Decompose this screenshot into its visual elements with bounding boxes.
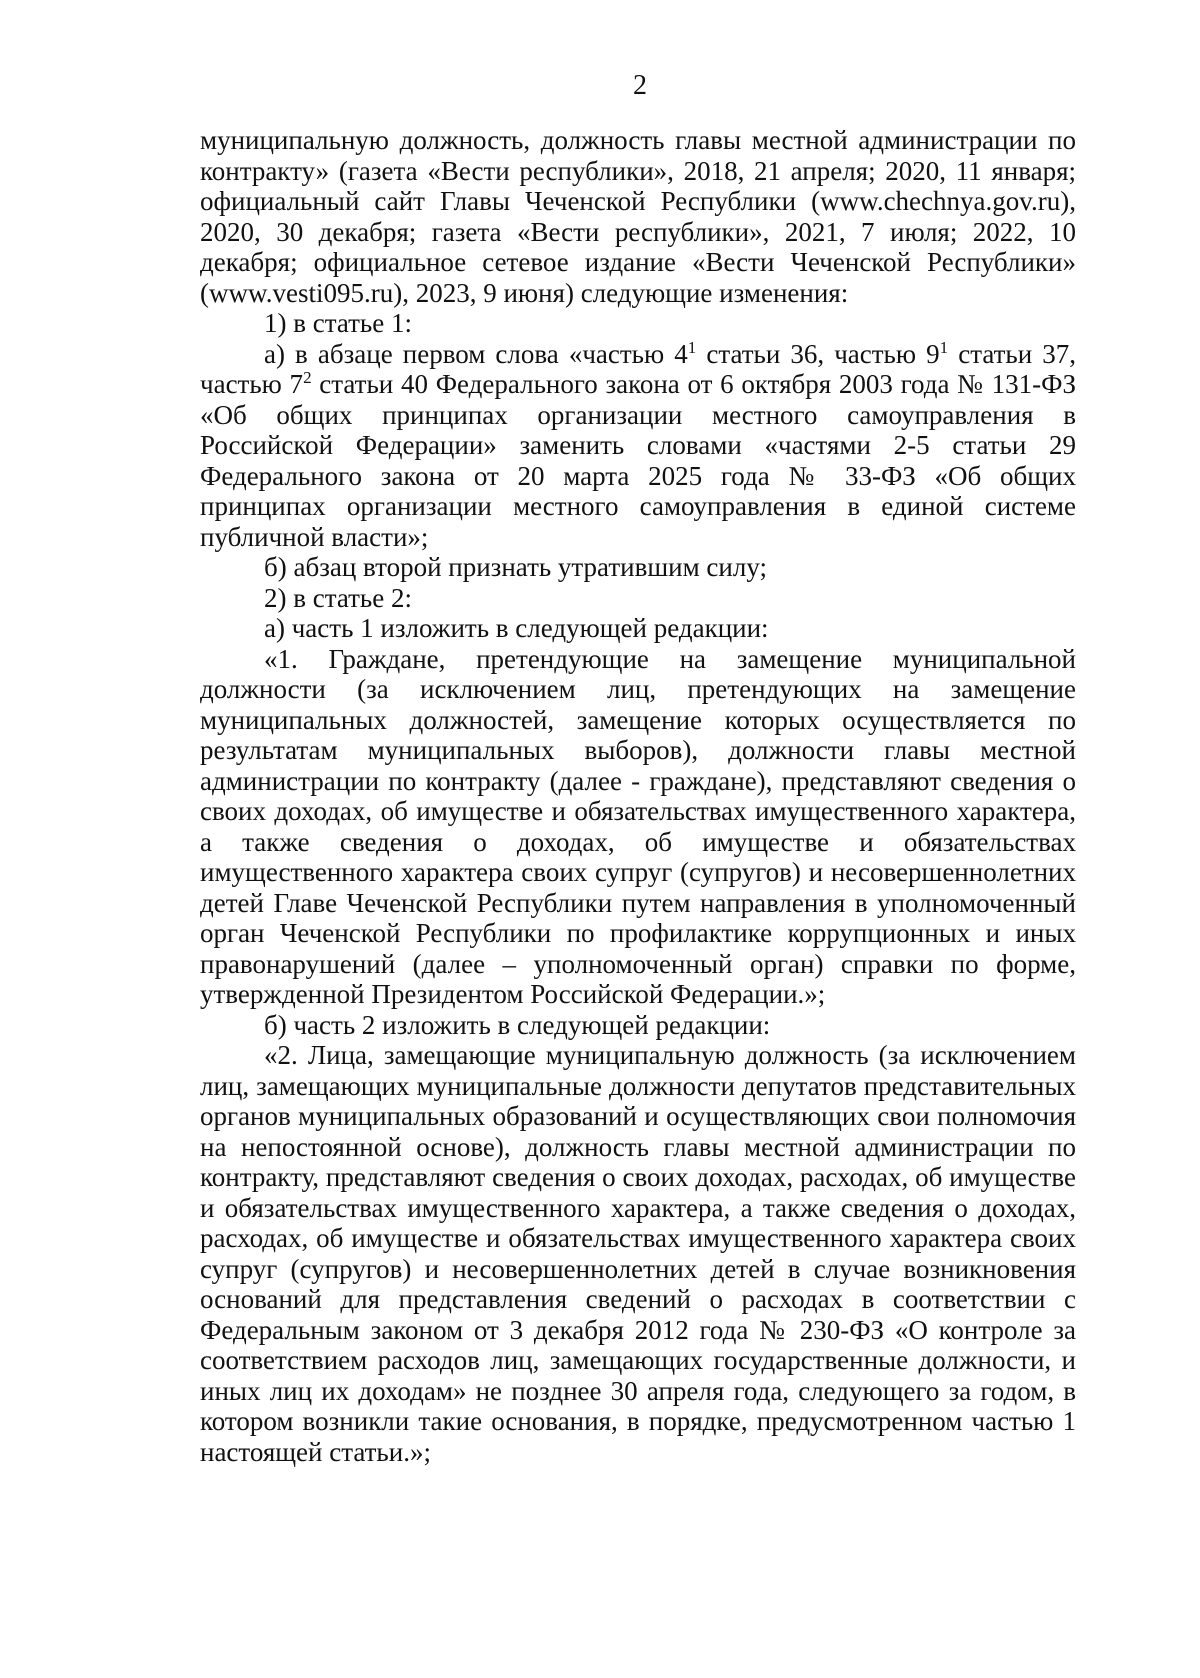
paragraph-item-1a-part4: статьи 40 Федерального закона от 6 октября 2003 года № 131-ФЗ «Об общих принципах организации местного самоуправления в Российской Федерации» заменить словами «частями 2-5 статьи 29 Федерального закона от 20 марта 2025 года № 33-ФЗ «Об общих принципах организации местного самоуправления в единой системе публичной власти»; [200, 369, 1076, 552]
paragraph-item-2a: а) часть 1 изложить в следующей редакции: [264, 613, 769, 643]
paragraph-item-1a-part3: статьи 37, частью 7 [200, 338, 1076, 399]
paragraph-item-1a-part1: а) в абзаце первом слова «частью 4 [264, 338, 688, 369]
paragraph-intro-continuation: муниципальную должность, должность главы местной администрации по контракту» (газета «Вести республики», 2018, 21 апреля; 2020, 11 января; официальный сайт Главы Чеченской Республики (www.chechnya.gov.ru), 2020, 30 декабря; газета «Вести республики», 2021, 7 июля; 2022, 10 декабря; официальное сетевое издание «Вести Чеченской Республики» (www.vesti095.ru), 2023, 9 июня) следующие изменения: [200, 125, 1076, 308]
document-body [200, 125, 1076, 1467]
superscript: 1 [939, 337, 949, 357]
paragraph-item-1a [200, 339, 1076, 553]
paragraph-part-2-text: «2. Лица, замещающие муниципальную должность (за исключением лиц, замещающих муниципальные должности депутатов представительных органов муниципальных образований и осуществляющих свои полномочия на непостоянной основе), должность главы местной администрации по контракту, представляют сведения о своих доходах, расходах, об имуществе и обязательствах имущественного характера, а также сведения о доходах, расходах, об имуществе и обязательствах имущественного характера своих супруг (супругов) и несовершеннолетних детей в случае возникновения оснований для представления сведений о расходах в соответствии с Федеральным законом от 3 декабря 2012 года № 230-ФЗ «О контроле за соответствием расходов лиц, замещающих государственные должности, и иных лиц их доходам» не позднее 30 апреля года, следующего за годом, в котором возникли такие основания, в порядке, предусмотренном частью 1 настоящей статьи.»; [200, 1040, 1076, 1467]
paragraph-item-2: 2) в статье 2: [264, 582, 412, 613]
paragraph-item-1b: б) абзац второй признать утратившим силу; [264, 552, 767, 582]
paragraph-item-1a-part2: статьи 36, частью 9 [696, 338, 940, 369]
paragraph-item-2b: б) часть 2 изложить в следующей редакции: [264, 1009, 771, 1040]
paragraph-item-1: 1) в статье 1: [264, 308, 412, 338]
superscript: 1 [687, 337, 697, 357]
page-number: 2 [633, 70, 647, 101]
superscript: 2 [303, 368, 312, 387]
paragraph-part-1-text: «1. Граждане, претендующие на замещение муниципальной должности (за исключением лиц, претендующих на замещение муниципальных должностей, замещение которых осуществляется по результатам муниципальных выборов), должности главы местной администрации по контракту (далее - граждане), представляют сведения о своих доходах, об имуществе и обязательствах имущественного характера, а также сведения о доходах, об имуществе и обязательствах имущественного характера своих супруг (супругов) и несовершеннолетних детей Главе Чеченской Республики путем направления в уполномоченный орган Чеченской Республики по профилактике коррупционных и иных правонарушений (далее – уполномоченный орган) справки по форме, утвержденной Президентом Российской Федерации.»; [200, 643, 1076, 1009]
